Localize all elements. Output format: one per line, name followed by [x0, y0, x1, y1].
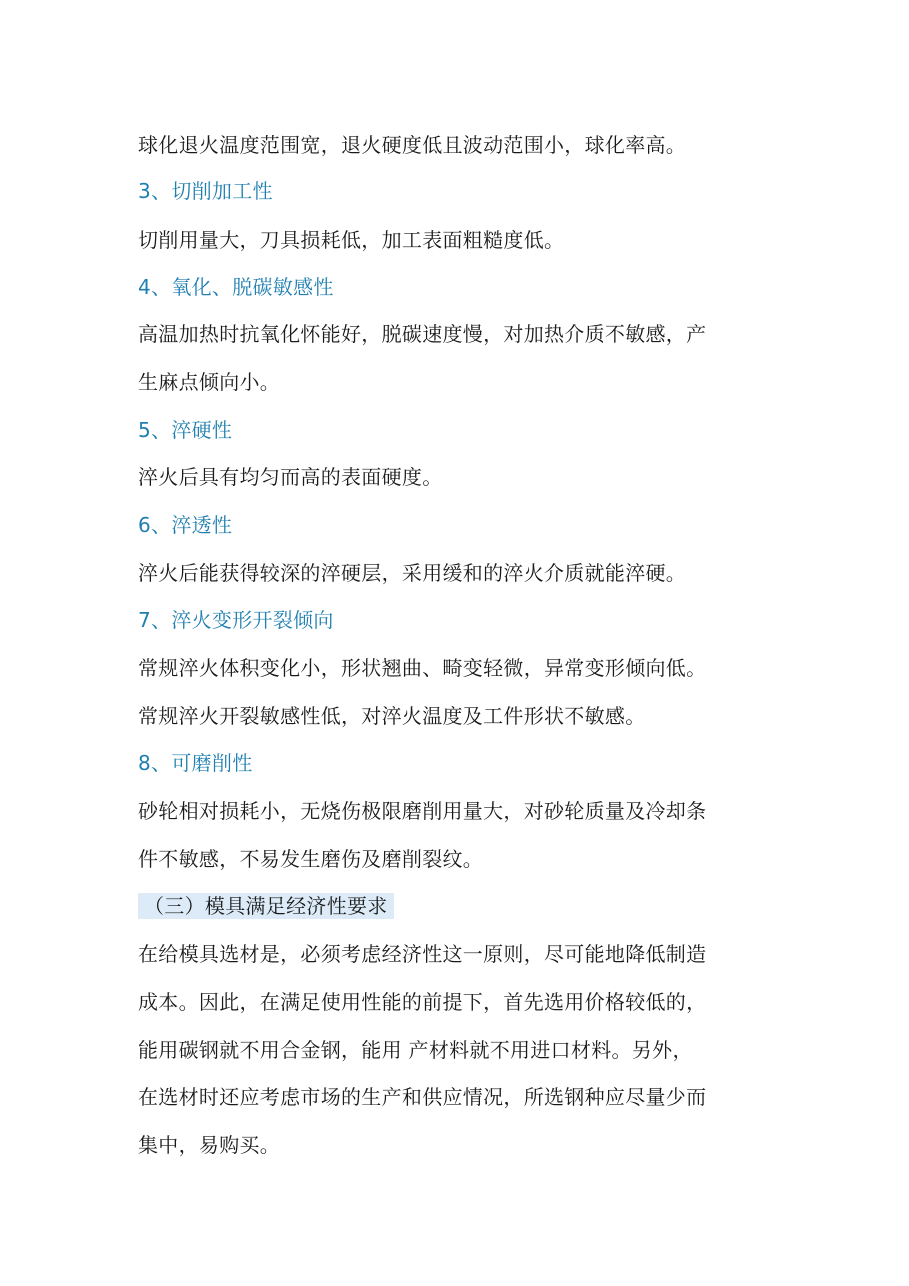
- paragraph-line: 球化退火温度范围宽，退火硬度低且波动范围小，球化率高。: [138, 133, 687, 157]
- paragraph-line: 淬火后能获得较深的淬硬层，采用缓和的淬火介质就能淬硬。: [138, 561, 687, 585]
- paragraph-line: 常规淬火体积变化小，形状翘曲、畸变轻微，异常变形倾向低。: [138, 656, 707, 680]
- subheading-hardenability: 5、淬硬性: [138, 418, 233, 442]
- subheading-through-hardening: 6、淬透性: [138, 513, 233, 537]
- subheading-machinability: 3、切削加工性: [138, 179, 273, 203]
- paragraph-line: 高温加热时抗氧化怀能好，脱碳速度慢，对加热介质不敏感，产: [138, 322, 707, 346]
- section-heading-economy: （三）模具满足经济性要求: [138, 893, 394, 919]
- subheading-quench-distortion: 7、淬火变形开裂倾向: [138, 608, 334, 632]
- paragraph-line: 在选材时还应考虑市场的生产和供应情况，所选钢种应尽量少而: [138, 1085, 707, 1109]
- paragraph-line: 在给模具选材是，必须考虑经济性这一原则，尽可能地降低制造: [138, 942, 707, 966]
- paragraph-line: 常规淬火开裂敏感性低，对淬火温度及工件形状不敏感。: [138, 704, 646, 728]
- paragraph-line: 生麻点倾向小。: [138, 370, 281, 394]
- paragraph-line: 成本。因此，在满足使用性能的前提下，首先选用价格较低的，: [138, 990, 707, 1014]
- paragraph-line: 淬火后具有均匀而高的表面硬度。: [138, 465, 443, 489]
- paragraph-line: 集中，易购买。: [138, 1133, 281, 1157]
- subheading-oxidation: 4、氧化、脱碳敏感性: [138, 275, 334, 299]
- paragraph-line: 切削用量大，刀具损耗低，加工表面粗糙度低。: [138, 228, 565, 252]
- paragraph-line: 砂轮相对损耗小，无烧伤极限磨削用量大，对砂轮质量及冷却条: [138, 799, 707, 823]
- subheading-grindability: 8、可磨削性: [138, 751, 253, 775]
- paragraph-line: 件不敏感，不易发生磨伤及磨削裂纹。: [138, 847, 484, 871]
- paragraph-line: 能用碳钢就不用合金钢，能用 产材料就不用进口材料。另外，: [138, 1038, 693, 1062]
